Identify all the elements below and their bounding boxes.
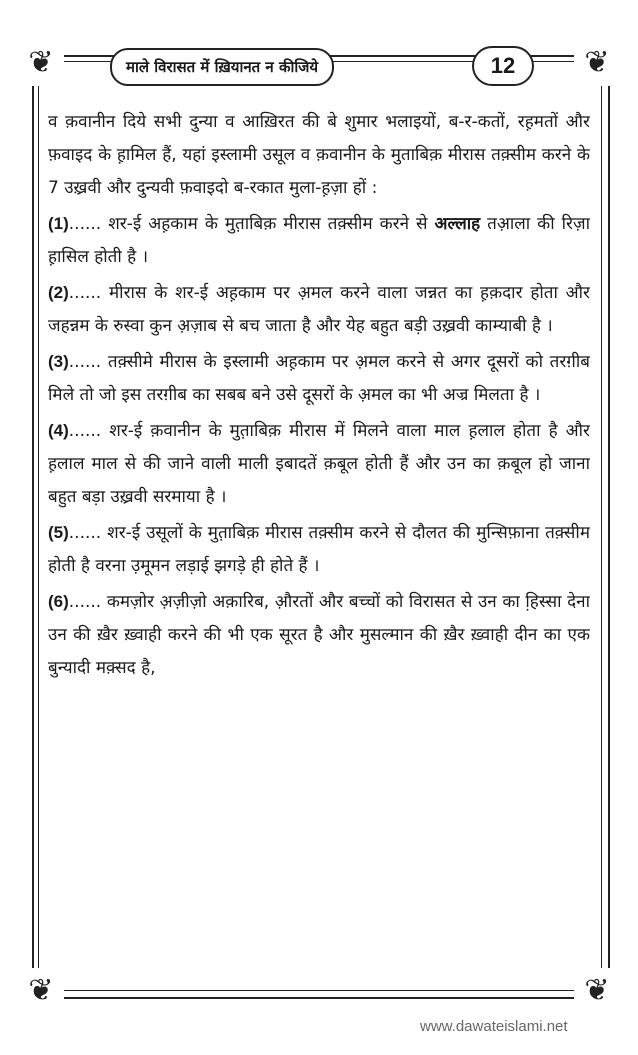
page-number: 12 [472,46,534,86]
point-text: तक़्सीमे मीरास के इस्लामी अह़काम पर अ़मल करने से अगर दूसरों को तरग़ीब मिले तो जो इस तरग़ीब का सबब बने उसे दूसरों के अ़मल का भी अज्र मिलता है । [48,352,590,405]
corner-ornament-icon: ❦ [574,40,620,86]
corner-ornament-icon: ❦ [18,968,64,1014]
intro-paragraph: व क़वानीन दिये सभी दुन्या व आख़िरत की बे शुमार भलाइयों, ब-र-कतों, रह़मतों और फ़वाइद के ह़ामिल हैं, यहां इस्लामी उसूल व क़वानीन के मुताबिक़ मीरास तक़्सीम करने के 7 उख़्रवी और दुन्यवी फ़वाइदो ब-रकात मुला-ह़ज़ा हों : [48,112,590,198]
point-number: (6) [48,592,69,611]
point-number: (4) [48,421,69,440]
point-emphasis: अल्लाह [434,214,481,234]
point-dots: ...... [68,421,102,441]
point-dots: ...... [68,352,102,372]
corner-ornament-icon: ❦ [574,968,620,1014]
page-body [48,106,590,976]
point-number: (3) [48,352,69,371]
point-4 [48,414,590,514]
point-text: शर-ई क़वानीन के मुत़ाबिक़ मीरास में मिलने वाला माल ह़लाल होता है और ह़लाल माल से की जाने वाली माली इबादतें क़बूल होती हैं और उन का क़बूल हो जाना बहुत बड़ा उख़्रवी सरमाया है । [48,421,590,507]
point-text: शर-ई उसूलों के मुत़ाबिक़ मीरास तक़्सीम करने से दौलत की मुन्सिफ़ाना तक़्सीम होती है वरना उ़मूमन लड़ाई झगड़े ही होते हैं । [48,523,590,576]
point-text: शर-ई अह़काम के मुत़ाबिक़ मीरास तक़्सीम करने से [101,214,435,234]
point-text: मीरास के शर-ई अह़काम पर अ़मल करने वाला जन्नत का ह़क़दार होता और जहन्नम के रुस्वा कुन अ़ज़ाब से बच जाता है और येह बहुत बड़ी उख़्रवी काम्याबी है । [48,283,590,336]
point-text: कमज़ोर अ़ज़ीज़ो अक़ारिब, औ़रतों और बच्चों को विरासत से उन का हि़स्सा देना उन की ख़ैर ख़्वाही करने की भी एक सूरत है और मुसल्मान की ख़ैर ख़्वाही दीन का एक बुन्यादी मक़्सद है, [48,592,590,678]
point-3 [48,345,590,412]
point-5 [48,516,590,583]
point-dots: ...... [68,592,102,612]
corner-ornament-icon: ❦ [18,40,64,86]
point-1 [48,207,590,274]
point-6 [48,585,590,685]
point-dots: ...... [68,523,102,543]
point-number: (2) [48,283,69,302]
website-footer: www.dawateislami.net [420,1018,568,1035]
point-2 [48,276,590,343]
running-header-title: माले विरासत में ख़ियानत न कीजिये [110,48,334,86]
point-dots: ...... [68,283,102,303]
point-text: तआ़ला की रिज़ा ह़ासिल होती है । [48,214,590,267]
point-number: (5) [48,523,69,542]
point-number: (1) [48,214,69,233]
point-dots: ...... [68,214,102,234]
